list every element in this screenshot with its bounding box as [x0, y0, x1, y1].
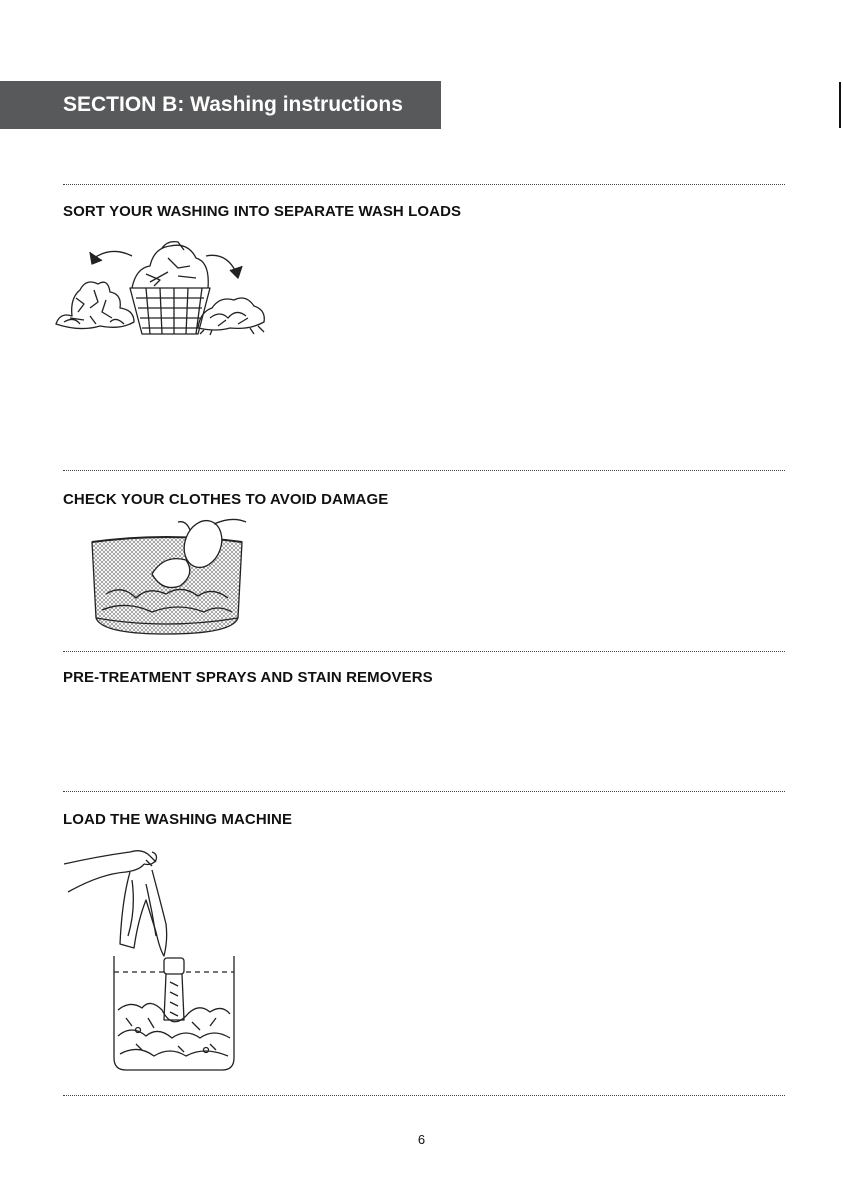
section-divider [63, 1095, 785, 1096]
page-number: 6 [417, 1132, 426, 1147]
mesh-laundry-bag-illustration [82, 514, 252, 638]
heading-sort-washing: SORT YOUR WASHING INTO SEPARATE WASH LOADS [63, 203, 462, 220]
section-divider [63, 651, 785, 652]
laundry-sorting-illustration [50, 238, 270, 338]
page-edge-mark [839, 82, 841, 128]
section-divider [63, 791, 785, 792]
heading-load-machine: LOAD THE WASHING MACHINE [63, 811, 293, 828]
heading-pre-treatment: PRE-TREATMENT SPRAYS AND STAIN REMOVERS [63, 669, 433, 686]
heading-check-clothes: CHECK YOUR CLOTHES TO AVOID DAMAGE [63, 491, 389, 508]
section-title-banner [0, 81, 441, 129]
section-divider [63, 184, 785, 185]
section-title: SECTION B: Washing instructions [63, 93, 403, 116]
loading-machine-illustration [60, 840, 250, 1080]
section-divider [63, 470, 785, 471]
